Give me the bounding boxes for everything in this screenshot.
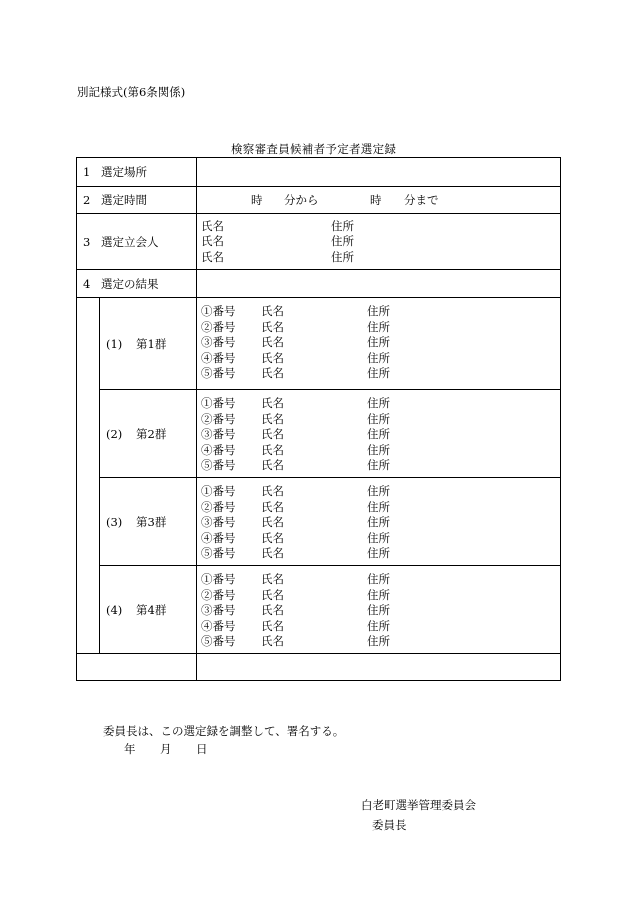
entry-name-label: 氏名	[261, 458, 284, 473]
entry-name-label: 氏名	[261, 319, 284, 334]
entry-name-label: 氏名	[261, 350, 284, 365]
entry-number-label: ②番号	[201, 587, 236, 602]
entry-number-label: ③番号	[201, 427, 236, 442]
group-label: 第2群	[136, 427, 167, 441]
entry-name-label: 氏名	[261, 515, 284, 530]
entry-number-label: ④番号	[201, 350, 236, 365]
row-divider	[77, 653, 560, 654]
row-number: 3	[83, 235, 91, 249]
entry-address-label: 住所	[367, 411, 390, 426]
date-month-label: 月	[160, 742, 172, 756]
group-number: (4)	[106, 603, 123, 617]
row-label-witness: 選定立会人	[101, 235, 159, 249]
entry-name-label: 氏名	[261, 427, 284, 442]
entry-name-label: 氏名	[261, 304, 284, 318]
witness-address-label: 住所	[331, 219, 354, 233]
date-day-label: 日	[196, 742, 208, 756]
chair-title: 委員長	[372, 818, 407, 832]
entry-name-label: 氏名	[261, 618, 284, 633]
row-divider	[77, 297, 560, 298]
entry-address-label: 住所	[367, 530, 390, 545]
date-year-label: 年	[124, 742, 136, 756]
chair-statement: 委員長は、この選定録を調整して、署名する。	[103, 724, 345, 738]
witness-name-label: 氏名	[201, 234, 224, 248]
entry-name-label: 氏名	[261, 546, 284, 561]
entry-number-label: ④番号	[201, 442, 236, 457]
entry-address-label: 住所	[367, 366, 390, 381]
entry-address-label: 住所	[367, 603, 390, 618]
group-number: (2)	[106, 427, 123, 441]
entry-name-label: 氏名	[261, 603, 284, 618]
group-label: 第4群	[136, 603, 167, 617]
entry-number-label: ④番号	[201, 530, 236, 545]
row-number: 2	[83, 193, 91, 207]
group-number: (3)	[106, 515, 123, 529]
entry-number-label: ⑤番号	[201, 546, 236, 561]
entry-number-label: ⑤番号	[201, 366, 236, 381]
witness-address-label: 住所	[331, 234, 354, 248]
row-number: 4	[83, 277, 91, 291]
entry-name-label: 氏名	[261, 499, 284, 514]
row-divider	[77, 186, 560, 187]
time-from-label: 分から	[284, 193, 319, 207]
entry-address-label: 住所	[367, 587, 390, 602]
group-label: 第1群	[136, 337, 167, 351]
entry-number-label: ②番号	[201, 319, 236, 334]
row-divider	[77, 213, 560, 214]
entry-address-label: 住所	[367, 634, 390, 649]
entry-name-label: 氏名	[261, 442, 284, 457]
entry-address-label: 住所	[367, 319, 390, 334]
witness-name-label: 氏名	[201, 219, 224, 233]
time-until-label: 分まで	[404, 193, 439, 207]
group-divider	[99, 477, 560, 478]
entry-name-label: 氏名	[261, 572, 284, 586]
entry-address-label: 住所	[367, 499, 390, 514]
entry-address-label: 住所	[367, 618, 390, 633]
row-label-place: 選定場所	[101, 165, 147, 179]
group-divider	[99, 389, 560, 390]
entry-number-label: ③番号	[201, 515, 236, 530]
entry-address-label: 住所	[367, 458, 390, 473]
entry-name-label: 氏名	[261, 396, 284, 410]
document-title: 検察審査員候補者予定者選定録	[231, 142, 397, 156]
entry-number-label: ①番号	[201, 304, 236, 318]
witness-name-label: 氏名	[201, 250, 224, 264]
entry-name-label: 氏名	[261, 530, 284, 545]
entry-number-label: ③番号	[201, 335, 236, 350]
group-number: (1)	[106, 337, 123, 351]
entry-name-label: 氏名	[261, 587, 284, 602]
entry-address-label: 住所	[367, 515, 390, 530]
entry-name-label: 氏名	[261, 411, 284, 426]
entry-address-label: 住所	[367, 396, 390, 410]
entry-name-label: 氏名	[261, 484, 284, 498]
entry-number-label: ②番号	[201, 499, 236, 514]
time-hour-label-2: 時	[370, 193, 382, 207]
witness-address-label: 住所	[331, 250, 354, 264]
entry-number-label: ⑤番号	[201, 634, 236, 649]
entry-number-label: ①番号	[201, 484, 236, 498]
row-label-result: 選定の結果	[101, 277, 159, 291]
entry-name-label: 氏名	[261, 335, 284, 350]
entry-address-label: 住所	[367, 484, 390, 498]
entry-address-label: 住所	[367, 335, 390, 350]
committee-name: 白老町選挙管理委員会	[361, 798, 476, 812]
entry-address-label: 住所	[367, 427, 390, 442]
entry-address-label: 住所	[367, 304, 390, 318]
entry-address-label: 住所	[367, 572, 390, 586]
group-indent-divider	[99, 297, 100, 653]
group-divider	[99, 565, 560, 566]
entry-number-label: ⑤番号	[201, 458, 236, 473]
row-divider	[77, 269, 560, 270]
form-note: 別記様式(第6条関係)	[77, 85, 186, 99]
row-label-time: 選定時間	[101, 193, 147, 207]
entry-address-label: 住所	[367, 442, 390, 457]
entry-number-label: ②番号	[201, 411, 236, 426]
row-number: 1	[83, 165, 91, 179]
entry-number-label: ④番号	[201, 618, 236, 633]
time-hour-label: 時	[251, 193, 263, 207]
group-label: 第3群	[136, 515, 167, 529]
entry-number-label: ①番号	[201, 396, 236, 410]
entry-number-label: ③番号	[201, 603, 236, 618]
entry-name-label: 氏名	[261, 366, 284, 381]
entry-name-label: 氏名	[261, 634, 284, 649]
entry-number-label: ①番号	[201, 572, 236, 586]
entry-address-label: 住所	[367, 350, 390, 365]
entry-address-label: 住所	[367, 546, 390, 561]
column-divider	[196, 158, 197, 681]
